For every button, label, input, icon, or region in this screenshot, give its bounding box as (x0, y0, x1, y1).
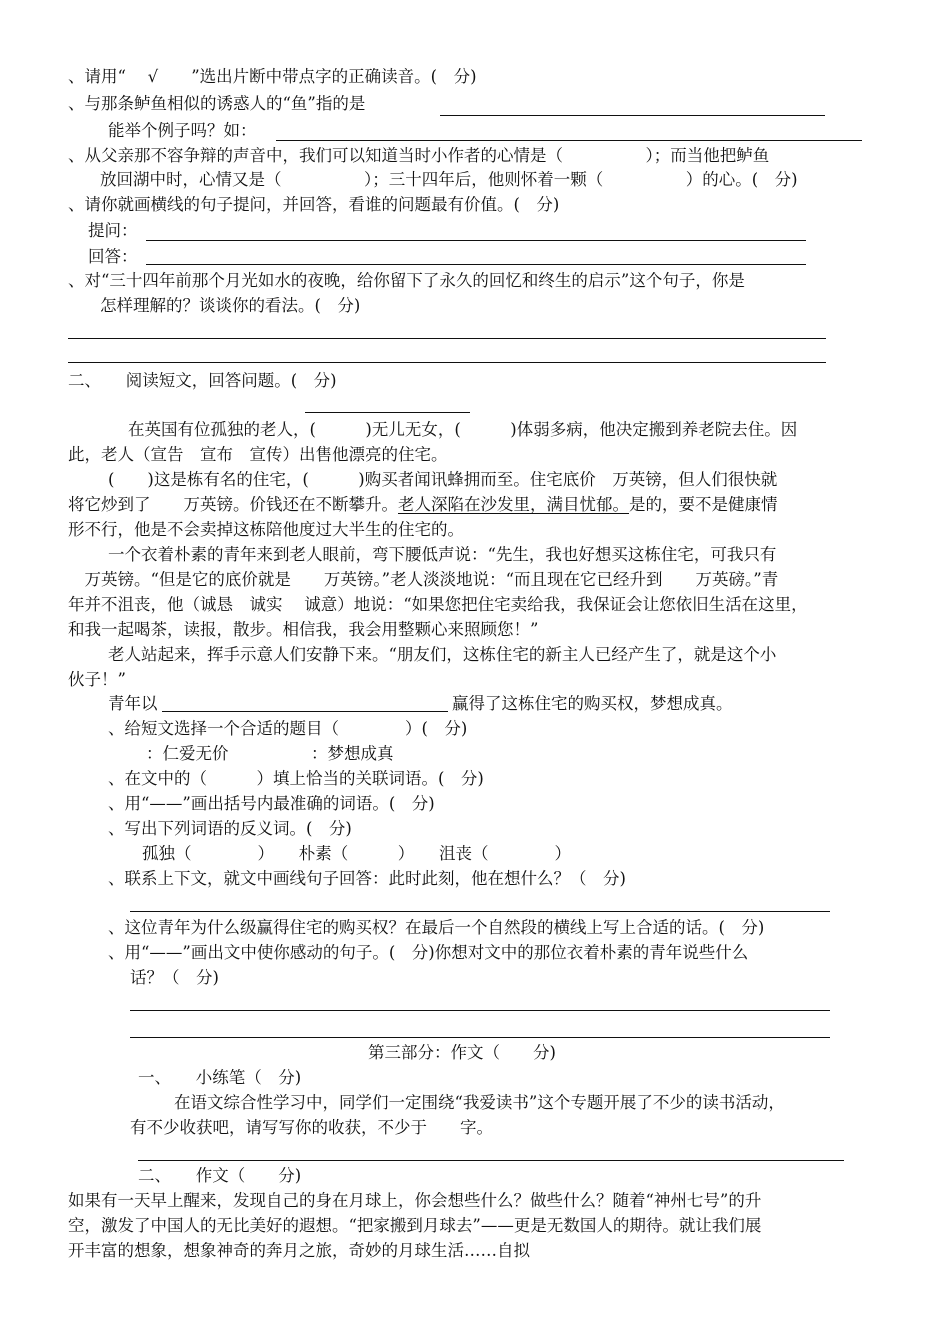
title-blank-line[interactable] (305, 412, 470, 413)
writing-line[interactable] (138, 1160, 844, 1161)
question-3-line-1: 、从父亲那不容争辩的声音中，我们可以知道当时小作者的心情是（ ）；而当他把鲈鱼 (68, 146, 770, 165)
passage-p1-line-1: 在英国有位孤独的老人，( )无儿无女，( )体弱多病，他决定搬到养老院去住。因 (128, 420, 798, 439)
passage-p3-line-4: 和我一起喝茶，读报，散步。相信我，我会用整颗心来照顾您！” (68, 620, 539, 639)
reading-question-6: 、这位青年为什么级赢得住宅的购买权？在最后一个自然段的横线上写上合适的话。( 分) (108, 918, 765, 937)
small-exercise-heading: 一、 小练笔（ 分) (138, 1068, 302, 1087)
composition-prompt-line-1: 如果有一天早上醒来，发现自己的身在月球上，你会想些什么？做些什么？随着“神州七号”的升 (68, 1191, 762, 1210)
answer-line[interactable] (276, 140, 862, 141)
passage-p5-pre: 青年以 (108, 694, 158, 713)
passage-p1-line-2: 此，老人（宣告 宣布 宣传）出售他漂亮的住宅。 (68, 445, 448, 464)
answer-line[interactable] (130, 1037, 830, 1038)
underlined-sentence: 老人深陷在沙发里，满目忧郁。 (398, 495, 629, 514)
passage-p3-line-1: 一个衣着朴素的青年来到老人眼前，弯下腰低声说：“先生，我也好想买这栋住宅，可我只有 (108, 545, 777, 564)
question-3-line-2: 放回湖中时，心情又是（ ）；三十四年后，他则怀着一颗（ ）的心。( 分) (100, 170, 798, 189)
reading-question-7-line-1: 、用“——”画出文中使你感动的句子。( 分)你想对文中的那位衣着朴素的青年说些什么 (108, 943, 749, 962)
part-3-title: 第三部分：作文（ 分) (368, 1043, 556, 1062)
fill-in-line[interactable] (162, 711, 448, 712)
reading-question-1-options: ：仁爱无价 ：梦想成真 (146, 744, 394, 763)
reading-question-3: 、用“——”画出括号内最准确的词语。( 分) (108, 794, 435, 813)
passage-p2-line-1: ( )这是栋有名的住宅，( )购买者闻讯蜂拥而至。住宅底价 万英镑，但人们很快就 (108, 470, 778, 489)
question-1-check-pronunciation: 、请用“ √ ”选出片断中带点字的正确读音。( 分) (68, 67, 477, 86)
ask-label: 提问： (88, 221, 138, 240)
small-exercise-line-2: 有不少收获吧，请写写你的收获，不少于 字。 (130, 1118, 493, 1137)
passage-p2-line-3: 形不行，他是不会卖掉这栋陪他度过大半生的住宅的。 (68, 520, 464, 539)
composition-prompt-line-2: 空，激发了中国人的无比美好的遐想。“把家搬到月球去”——更是无数国人的期待。就让我们展 (68, 1216, 762, 1235)
composition-prompt-line-3: 开丰富的想象，想象神奇的奔月之旅，奇妙的月球生活……自拟 (68, 1241, 530, 1260)
question-2-example-prompt: 能举个例子吗？如： (108, 121, 257, 140)
answer-line[interactable] (68, 362, 826, 363)
passage-p2-line-2 (68, 492, 778, 517)
question-2-fish-meaning: 、与那条鲈鱼相似的诱惑人的“鱼”指的是 (68, 94, 366, 113)
reading-question-2: 、在文中的（ ）填上恰当的关联词语。( 分) (108, 769, 484, 788)
antonym-words: 孤独（ ） 朴素（ ） 沮丧（ ） (142, 844, 571, 863)
question-5-line-2: 怎样理解的？谈谈你的看法。( 分) (100, 296, 361, 315)
reading-question-1: 、给短文选择一个合适的题目（ ）( 分) (108, 719, 468, 738)
passage-text: 将它炒到了 万英镑。价钱还在不断攀升。 (68, 495, 398, 514)
question-4-ask-and-answer: 、请你就画横线的句子提问，并回答，看谁的问题最有价值。( 分) (68, 195, 560, 214)
answer-line[interactable] (146, 240, 806, 241)
passage-p3-line-3: 年并不沮丧，他（诚恳 诚实 诚意）地说：“如果您把住宅卖给我，我保证会让您依旧生活在这里， (68, 595, 808, 614)
passage-p5-post: 赢得了这栋住宅的购买权，梦想成真。 (452, 694, 733, 713)
reading-question-5: 、联系上下文，就文中画线句子回答：此时此刻，他在想什么？（ 分) (108, 869, 626, 888)
answer-label: 回答： (88, 247, 138, 266)
answer-line[interactable] (130, 1010, 830, 1011)
passage-p4-line-1: 老人站起来，挥手示意人们安静下来。“朋友们，这栋住宅的新主人已经产生了，就是这个小 (108, 645, 777, 664)
answer-line[interactable] (130, 911, 830, 912)
composition-heading: 二、 作文（ 分) (138, 1166, 302, 1185)
answer-line[interactable] (440, 115, 825, 116)
reading-question-4: 、写出下列词语的反义词。( 分) (108, 819, 352, 838)
question-5-line-1: 、对“三十四年前那个月光如水的夜晚，给你留下了永久的回忆和终生的启示”这个句子，你是 (68, 271, 745, 290)
passage-p4-line-2: 伙子！” (68, 670, 126, 689)
answer-line[interactable] (68, 338, 826, 339)
answer-line[interactable] (146, 264, 806, 265)
passage-text: 是的，要不是健康情 (629, 495, 778, 514)
reading-question-7-line-2: 话？（ 分) (130, 968, 219, 987)
section-2-heading: 二、 阅读短文，回答问题。( 分) (68, 371, 337, 390)
small-exercise-line-1: 在语文综合性学习中，同学们一定围绕“我爱读书”这个专题开展了不少的读书活动， (174, 1093, 785, 1112)
passage-p3-line-2: 万英镑。“但是它的底价就是 万英镑。”老人淡淡地说：“而且现在它已经升到 万英磅。”青 (68, 570, 779, 589)
